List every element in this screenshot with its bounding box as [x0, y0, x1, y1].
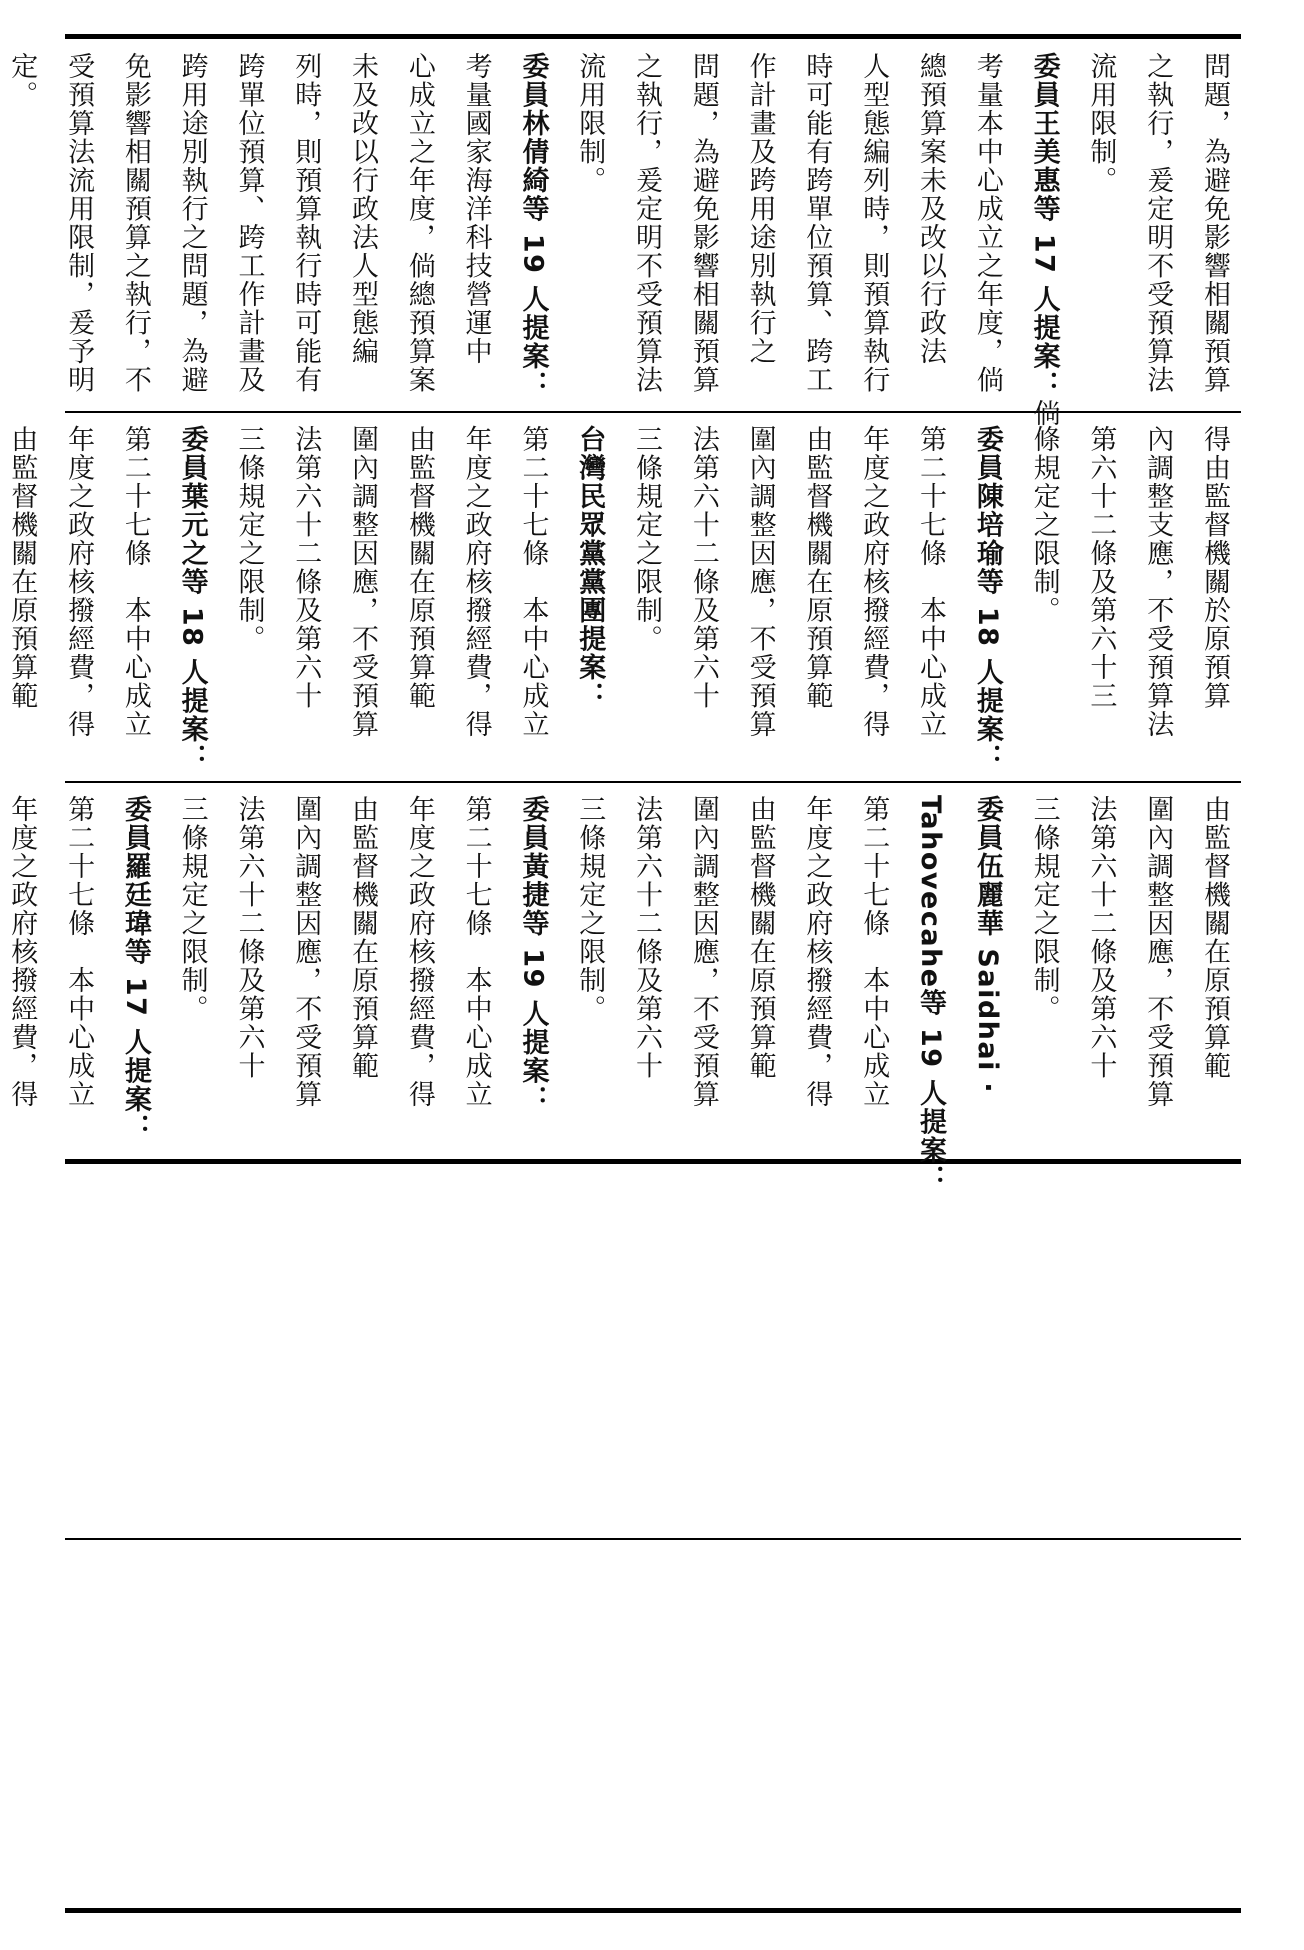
body-text: 定。 — [6, 52, 38, 109]
body-text: 圍內調整因應，不受預算 — [290, 795, 322, 1109]
proposer-heading: 委員黃捷等 19 人提案： — [517, 795, 549, 1114]
text-line — [447, 795, 504, 1155]
separator-rule-1 — [65, 411, 1241, 413]
body-text: 圍內調整因應，不受預算 — [347, 425, 379, 739]
text-line — [731, 425, 788, 768]
text-line — [0, 52, 49, 410]
text-line — [674, 425, 731, 768]
text-line — [958, 425, 1015, 773]
body-text: 三條規定之限制。 — [631, 425, 663, 653]
text-line — [333, 795, 390, 1155]
text-line — [447, 425, 504, 768]
text-line — [560, 425, 617, 768]
proposer-heading: 委員羅廷瑋等 17 人提案： — [119, 795, 151, 1143]
text-line — [901, 795, 958, 1194]
text-line — [674, 52, 731, 410]
body-text: 免影響相關預算之執行，不 — [119, 52, 151, 394]
text-line — [788, 52, 845, 410]
body-text: 法第六十二條及第六十 — [290, 425, 322, 710]
proposer-heading: Tahovecahe等 19 人提案： — [915, 795, 947, 1194]
text-line — [504, 425, 561, 768]
text-line — [106, 52, 163, 410]
text-line — [901, 52, 958, 410]
text-line — [333, 52, 390, 410]
text-line — [1072, 52, 1129, 410]
body-text: 法第六十二條及第六十 — [687, 425, 719, 710]
proposer-heading: 台灣民眾黨黨團提案： — [574, 425, 606, 710]
text-line — [788, 795, 845, 1155]
body-text: 第二十七條 本中心成立 — [915, 425, 947, 739]
text-line — [49, 52, 106, 410]
text-line — [1128, 425, 1185, 768]
text-line — [1185, 52, 1242, 410]
body-text: 受預算法流用限制，爰予明 — [63, 52, 95, 394]
text-line — [333, 425, 390, 768]
text-line — [163, 795, 220, 1155]
body-text: 時可能有跨單位預算、跨工 — [801, 52, 833, 394]
text-line — [958, 52, 1015, 410]
text-line — [844, 795, 901, 1155]
body-text: 考量國家海洋科技營運中 — [460, 52, 492, 366]
text-line — [958, 795, 1015, 1155]
text-line — [0, 425, 49, 768]
text-line — [106, 795, 163, 1155]
body-text: 人型態編列時，則預算執行 — [858, 52, 890, 394]
proposer-heading: 委員王美惠等 17 人提案： — [1028, 52, 1060, 400]
body-text: 得由監督機關於原預算 — [1199, 425, 1230, 710]
body-text: 由監督機關在原預算範 — [403, 425, 435, 710]
body-text: 內調整支應，不受預算法 — [1142, 425, 1174, 739]
text-line — [220, 52, 277, 410]
body-text: 作計畫及跨用途別執行之 — [744, 52, 776, 366]
body-text: 心成立之年度，倘總預算案 — [403, 52, 435, 394]
text-line — [1072, 425, 1129, 768]
body-text: 條規定之限制。 — [1028, 425, 1060, 625]
text-line — [163, 425, 220, 773]
text-line — [788, 425, 845, 768]
text-line — [560, 52, 617, 410]
text-line — [1128, 52, 1185, 410]
text-line — [163, 52, 220, 410]
body-text: 由監督機關在原預算範 — [347, 795, 379, 1080]
bottom-rule — [65, 1908, 1241, 1913]
text-line — [276, 52, 333, 410]
body-text: 跨單位預算、跨工作計畫及 — [233, 52, 265, 394]
body-text: 第二十七條 本中心成立 — [63, 795, 95, 1109]
text-line — [49, 795, 106, 1155]
body-text: 跨用途別執行之問題，為避 — [176, 52, 208, 394]
text-line — [1185, 795, 1242, 1155]
body-text: 年度之政府核撥經費，得 — [6, 795, 38, 1109]
body-text: 圍內調整因應，不受預算 — [744, 425, 776, 739]
text-line — [276, 795, 333, 1155]
text-line — [1072, 795, 1129, 1155]
text-column-right — [6, 52, 1242, 428]
body-text: 倘 — [1028, 399, 1060, 428]
text-line — [844, 52, 901, 410]
text-line — [731, 52, 788, 410]
text-line — [617, 795, 674, 1155]
body-text: 問題，為避免影響相關預算 — [687, 52, 719, 394]
text-line — [1015, 425, 1072, 768]
body-text: 法第六十二條及第六十 — [631, 795, 663, 1080]
text-line — [560, 795, 617, 1155]
text-line — [617, 425, 674, 768]
text-line — [390, 52, 447, 410]
proposer-heading: 委員林倩綺等 19 人提案： — [517, 52, 549, 400]
body-text: 由監督機關在原預算範 — [6, 425, 38, 710]
body-text: 三條規定之限制。 — [233, 425, 265, 653]
body-text: 三條規定之限制。 — [176, 795, 208, 1023]
text-line — [504, 795, 561, 1155]
separator-rule-2 — [65, 781, 1241, 783]
body-text: 問題，為避免影響相關預算 — [1199, 52, 1230, 394]
body-text: 列時，則預算執行時可能有 — [290, 52, 322, 394]
proposer-heading: 委員陳培瑜等 18 人提案： — [971, 425, 1003, 773]
body-text: 圍內調整因應，不受預算 — [687, 795, 719, 1109]
body-text: 之執行，爰定明不受預算法 — [1142, 52, 1174, 394]
body-text: 年度之政府核撥經費，得 — [801, 795, 833, 1109]
text-line — [276, 425, 333, 768]
body-text: 三條規定之限制。 — [574, 795, 606, 1023]
body-text: 之執行，爰定明不受預算法 — [631, 52, 663, 394]
body-text: 總預算案未及改以行政法 — [915, 52, 947, 366]
text-line — [1128, 795, 1185, 1155]
text-line — [0, 795, 49, 1155]
text-line — [1015, 52, 1072, 428]
text-line — [390, 795, 447, 1155]
proposer-heading: 委員葉元之等 18 人提案： — [176, 425, 208, 773]
text-line — [504, 52, 561, 410]
body-text: 三條規定之限制。 — [1028, 795, 1060, 1023]
body-text: 法第六十二條及第六十 — [1085, 795, 1117, 1080]
text-line — [447, 52, 504, 410]
body-text: 第二十七條 本中心成立 — [858, 795, 890, 1109]
top-rule — [65, 34, 1241, 39]
text-column-middle — [6, 425, 1242, 773]
body-text: 流用限制。 — [574, 52, 606, 195]
text-line — [617, 52, 674, 410]
lower-rule — [65, 1538, 1241, 1540]
body-text: 考量本中心成立之年度，倘 — [971, 52, 1003, 394]
text-line — [901, 425, 958, 768]
body-text: 由監督機關在原預算範 — [744, 795, 776, 1080]
body-text: 年度之政府核撥經費，得 — [403, 795, 435, 1109]
text-line — [390, 425, 447, 768]
text-line — [1185, 425, 1242, 768]
text-line — [1015, 795, 1072, 1155]
text-line — [674, 795, 731, 1155]
body-text: 由監督機關在原預算範 — [801, 425, 833, 710]
body-text: 第二十七條 本中心成立 — [460, 795, 492, 1109]
body-text: 第六十二條及第六十三 — [1085, 425, 1117, 710]
body-text: 年度之政府核撥經費，得 — [63, 425, 95, 739]
body-text: 第二十七條 本中心成立 — [517, 425, 549, 739]
text-line — [106, 425, 163, 768]
body-text: 圍內調整因應，不受預算 — [1142, 795, 1174, 1109]
body-text: 流用限制。 — [1085, 52, 1117, 195]
text-line — [731, 795, 788, 1155]
text-column-left — [6, 795, 1242, 1194]
body-text: 未及改以行政法人型態編 — [347, 52, 379, 366]
text-line — [220, 425, 277, 768]
body-text: 法第六十二條及第六十 — [233, 795, 265, 1080]
proposer-heading: 委員伍麗華 Saidhai ‧ — [971, 795, 1003, 1094]
body-text: 年度之政府核撥經費，得 — [858, 425, 890, 739]
body-text: 由監督機關在原預算範 — [1199, 795, 1230, 1080]
bottom-table-rule — [65, 1159, 1241, 1164]
body-text: 第二十七條 本中心成立 — [119, 425, 151, 739]
text-line — [49, 425, 106, 768]
text-line — [220, 795, 277, 1155]
text-line — [844, 425, 901, 768]
body-text: 年度之政府核撥經費，得 — [460, 425, 492, 739]
